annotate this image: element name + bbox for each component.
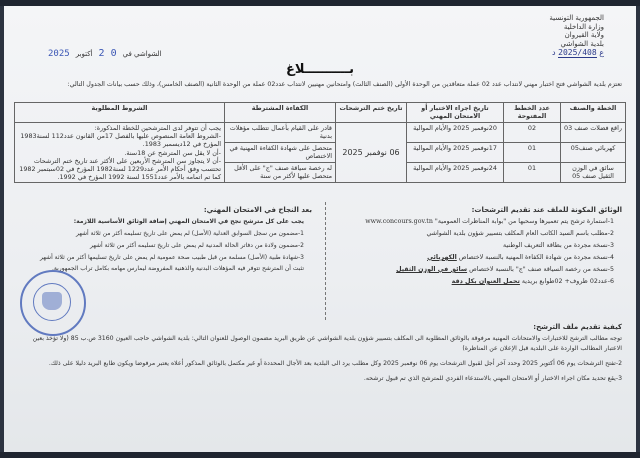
letterhead-governorate: ولاية القيروان — [564, 31, 604, 39]
header-qualification: الكفاءة المشترطة — [225, 103, 336, 123]
header-plan: الخطة والصنف — [561, 103, 626, 123]
table-header-row — [15, 103, 626, 123]
row-count: 02 — [504, 123, 561, 143]
condition-line: -أن لا يقل سن المترشح عن 18سنة. — [124, 148, 221, 157]
notice-document — [4, 6, 636, 452]
reference-number — [549, 49, 604, 58]
table-row — [15, 123, 626, 143]
header-exam-date: تاريخ اجراء الاختبار أو الامتحان المهني — [407, 103, 504, 123]
letterhead-republic: الجمهورية التونسية — [549, 14, 604, 22]
after-success-section — [36, 204, 312, 274]
required-documents — [322, 204, 622, 288]
row-exam-date: 20نوفمبر 2025 والأيام الموالية — [407, 123, 504, 143]
document-item: 1-استمارة ترشح يتم تعميرها وسحبها من "بوابة المناظرات العمومية" www.concours.gov.tn — [365, 218, 614, 225]
row-qualification: متحصل على شهادة الكفاءة المهنية في الاختصاص — [225, 143, 336, 163]
document-item: 6-عدد02 ظروف+ 02طوابع بريدية تحمل العنوان بكل دقة — [451, 278, 614, 285]
letterhead-ministry: وزارة الداخلية — [563, 22, 604, 31]
ref-number: 2025/408 — [558, 48, 597, 57]
after-success-item: 3-شهادة طبية (الأصل) مسلمة من قبل طبيب صحة عمومية لم يمض على تاريخ تسليمها أكثر من ثلاثة أشهر تثبت أن المترشح تتوفر فيه المؤهلات البدنية والذهنية المفروضة ليمارس مهامه بكامل تراب الجمهورية. — [39, 254, 304, 272]
date-place: الشواشي في — [122, 50, 162, 58]
row-count: 01 — [504, 143, 561, 163]
stamp-emblem-icon — [42, 292, 62, 310]
condition-line: -الشروط العامة المنصوص عليها بالفصل 17من القانون عدد112 لسنة1983 المؤرخ في 12ديسمبر 1983. — [20, 132, 221, 149]
column-divider — [325, 202, 326, 320]
letterhead — [549, 14, 604, 58]
date-year: 2025 — [48, 49, 70, 59]
after-success-heading: بعد النجاح في الامتحان المهني: — [203, 206, 312, 214]
header-conditions: الشروط المطلوبة — [15, 103, 225, 123]
condition-line: يجب أن تتوفر لدى المترشحين للخطة المذكورة: — [94, 124, 221, 132]
document-item: 5-نسخة من رخصة السياقة صنف "ج" بالنسبة لاختصاص سائق في الوزن الثقيل — [396, 266, 614, 273]
after-success-item: 2-مضمون ولادة من دفاتر الحالة المدنية لم يمض على تاريخ تسليمه أكثر من ثلاثة أشهر — [89, 242, 304, 249]
emphasis-text: تحمل العنوان بكل دقة — [451, 278, 520, 285]
intro-paragraph: تعتزم بلدية الشواشي فتح اختبار مهني لانتداب عدد 02 عملة متعاقدين من الوحدة الأولى (الصنف الثالث) وامتحانين مهنيين لانتداب عدد02 عملة من الوحدة الثانية (الصنف الخامس)، وذلك حسب بيانات الجدول التالي: — [67, 81, 622, 88]
row-qualification: قادر على القيام بأعمال تتطلب مؤهلات بدنية — [225, 123, 336, 143]
issue-date — [48, 48, 162, 59]
emphasis-text: الكهربائي — [427, 254, 457, 261]
after-success-lead: يجب على كل مترشح نجح في الامتحان المهني إضافة الوثائق الأساسية اللازمة: — [73, 218, 304, 225]
header-close-date: تاريخ ختم الترشحات — [336, 103, 407, 123]
ref-prefix: ع — [599, 48, 604, 57]
row-plan: سائق في الوزن الثقيل صنف 05 — [561, 163, 626, 183]
condition-line: -أن لا يتجاوز سن المترشح الأربعين على الأكثر عند تاريخ ختم الترشحات تحتسب وفق أحكام الأمر عدد1229 لسنة1982 المؤرخ في 02سبتمبر 1982 كما تم اتمامه بالأمر عدد1551 لسنة 1992 المؤرخ في 1992. — [19, 156, 221, 182]
document-item: 4-نسخة مجردة من شهادة الكفاءة المهنية بالنسبة لاختصاص الكهربائي — [427, 254, 614, 261]
positions-table — [14, 102, 626, 183]
application-paragraph: 3-يقع تحديد مكان اجراء الاختبار أو الامتحان المهني بالاستدعاء الفردي للمترشح الذي تم قبول ترشحه. — [363, 375, 622, 382]
row-count: 01 — [504, 163, 561, 183]
document-item: 3-نسخة مجردة من بطاقة التعريف الوطنية — [503, 242, 614, 249]
date-month: أكتوبر — [75, 50, 93, 58]
photo-bottom-edge — [0, 452, 640, 458]
date-day: 0 2 — [98, 48, 117, 59]
application-paragraph: 2-تفتح الترشحات يوم 06 أكتوبر 2025 وحدد آخر أجل لقبول الترشحات يوم 06 نوفمبر 2025 وكل مطلب يرد الى البلدية بعد الأجال المحددة أو غير مكتمل بالوثائق المذكور أعلاه يعتبر مرفوضا ويكون طابع البريد دليلا على ذلك. — [48, 360, 622, 367]
concours-link[interactable]: www.concours.gov.tn — [365, 218, 433, 225]
row-plan: راقع فضلات صنف 03 — [561, 123, 626, 143]
row-exam-date: 17نوفمبر 2025 والأيام الموالية — [407, 143, 504, 163]
emphasis-text: سائق في الوزن الثقيل — [396, 266, 468, 273]
application-paragraph: توجه مطالب الترشح للاختبارات والامتحانات المهنية مرفوقة بالوثائق المطلوبة الى المكلف بتسيير شؤون بلدية الشواشي عن طريق البريد مضمون الوصول للعنوان التالي: بلدية الشواشي حاجب العيون 3160 ص.ب 85 (ولا تؤخذ بعين الاعتبار المطالب الواردة على البلدية قبل الإعلان عن المناظرة) — [32, 335, 622, 352]
application-instructions — [26, 322, 622, 389]
document-item: 2-مطلب باسم السيد الكاتب العام المكلف بتسيير شؤون بلدية الشواشي — [426, 230, 614, 237]
letterhead-municipality: بلدية الشواشي — [560, 39, 604, 48]
row-exam-date: 24نوفمبر 2025 والأيام الموالية — [407, 163, 504, 183]
row-qualification: له رخصة سياقة صنف "ج" على الأقل متحصل عليها لأكثر من سنة — [225, 163, 336, 183]
after-success-item: 1-مضمون من سجل السوابق العدلية (الأصل) لم يمض على تاريخ تسليمه أكثر من ثلاثة أشهر — [75, 230, 304, 237]
document-title: بــــــــــلاغ — [285, 62, 355, 77]
application-heading: كيفية تقديم ملف الترشح: — [533, 323, 622, 331]
documents-heading: الوثائق المكونة للملف عند تقديم الترشحات: — [471, 206, 622, 214]
header-count: عدد الخطط المفتوحة — [504, 103, 561, 123]
ref-suffix: د — [552, 48, 556, 57]
row-plan: كهربائي صنف05 — [561, 143, 626, 163]
close-date-cell: 06 نوفمبر 2025 — [336, 123, 407, 183]
conditions-cell — [15, 123, 225, 183]
